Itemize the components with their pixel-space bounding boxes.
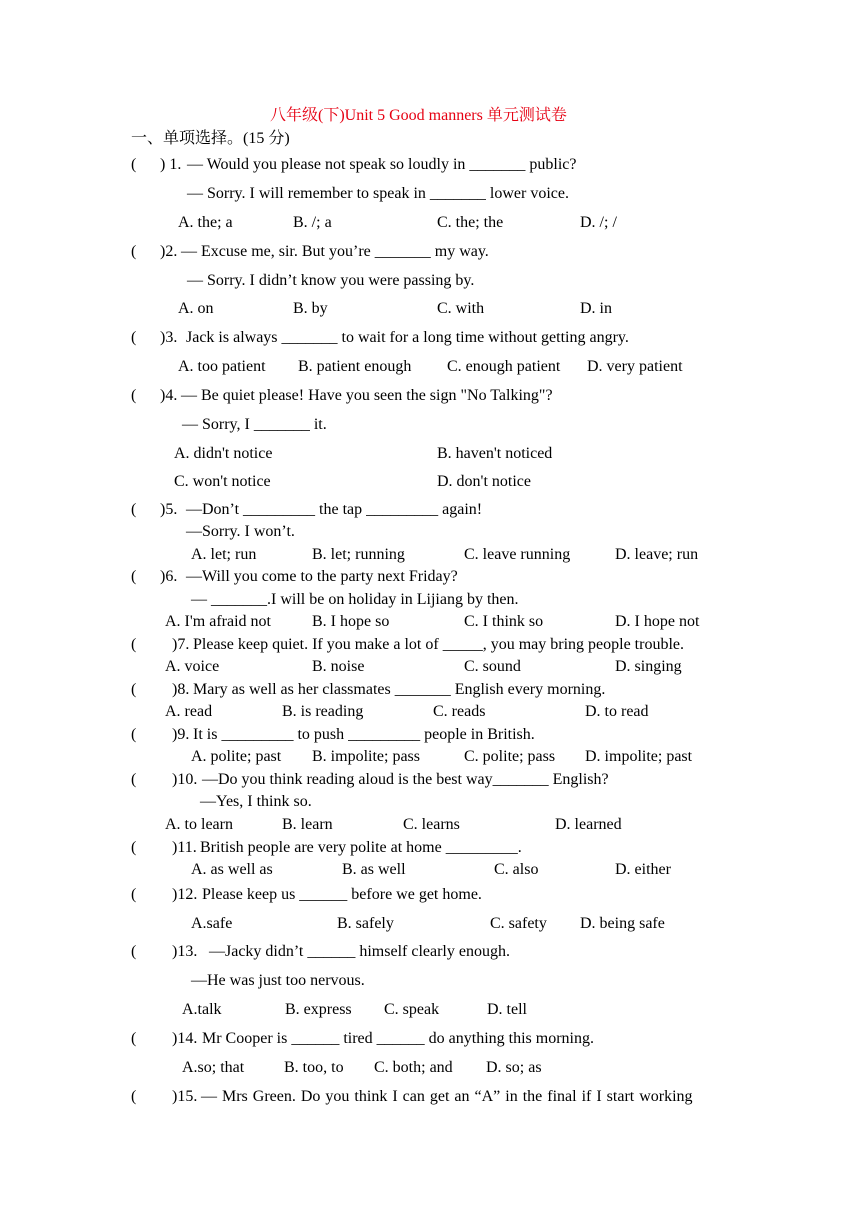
option-a: A. as well as — [191, 861, 273, 878]
option-a: A.talk — [182, 1001, 222, 1018]
option-c: C. speak — [384, 1001, 440, 1018]
option-a: A. the; a — [178, 214, 233, 231]
question-reply: —Sorry. I won’t. — [186, 523, 295, 540]
question-stem: — Be quiet please! Have you seen the sign "No Talking"? — [181, 387, 553, 404]
option-a: A. too patient — [178, 358, 266, 375]
question-stem: — Excuse me, sir. But you’re _______ my way. — [181, 243, 489, 260]
answer-bracket: ( — [131, 636, 137, 653]
option-c: C. leave running — [464, 546, 571, 563]
question-number: )7. — [172, 636, 190, 653]
option-b: B. learn — [282, 816, 333, 833]
question-number: )14. — [172, 1030, 198, 1047]
option-d: D. very patient — [587, 358, 683, 375]
option-a: A. to learn — [165, 816, 233, 833]
option-a: A. polite; past — [191, 748, 282, 765]
question-stem: —Do you think reading aloud is the best way_______ English? — [202, 771, 609, 788]
question-number: ) 1. — [160, 156, 182, 173]
question-stem: —Will you come to the party next Friday? — [186, 568, 458, 585]
option-c: C. won't notice — [174, 473, 271, 490]
answer-bracket: ( — [131, 886, 137, 903]
option-b: B. as well — [342, 861, 406, 878]
option-d: D. tell — [487, 1001, 527, 1018]
option-c: C. enough patient — [447, 358, 561, 375]
option-a: A. on — [178, 300, 214, 317]
answer-bracket: ( — [131, 943, 137, 960]
option-b: B. patient enough — [298, 358, 412, 375]
option-b: B. express — [285, 1001, 352, 1018]
question-stem: — Would you please not speak so loudly in _______ public? — [187, 156, 577, 173]
option-c: C. with — [437, 300, 485, 317]
question-number: )8. — [172, 681, 190, 698]
option-c: C. safety — [490, 915, 547, 932]
option-d: D. singing — [615, 658, 682, 675]
option-c: C. also — [494, 861, 539, 878]
question-number: )4. — [160, 387, 178, 404]
option-b: B. haven't noticed — [437, 445, 553, 462]
answer-bracket: ( — [131, 387, 137, 404]
option-a: A. let; run — [191, 546, 257, 563]
question-number: )2. — [160, 243, 178, 260]
option-a: A. voice — [165, 658, 220, 675]
option-a: A.safe — [191, 915, 233, 932]
question-reply: — Sorry. I will remember to speak in _______ lower voice. — [187, 185, 569, 202]
option-d: D. don't notice — [437, 473, 531, 490]
option-d: D. to read — [585, 703, 649, 720]
option-d: D. so; as — [486, 1059, 542, 1076]
option-c: C. I think so — [464, 613, 544, 630]
option-d: D. impolite; past — [585, 748, 693, 765]
question-stem: — Mrs Green. Do you think I can get an “A” in the final if I start working — [201, 1088, 693, 1105]
option-d: D. being safe — [580, 915, 665, 932]
answer-bracket: ( — [131, 839, 137, 856]
answer-bracket: ( — [131, 568, 137, 585]
option-d: D. either — [615, 861, 671, 878]
question-stem: It is _________ to push _________ people in British. — [193, 726, 535, 743]
question-stem: British people are very polite at home _________. — [200, 839, 522, 856]
page-title: 八年级(下)Unit 5 Good manners 单元测试卷 — [270, 107, 567, 124]
option-b: B. /; a — [293, 214, 332, 231]
question-number: )11. — [172, 839, 197, 856]
option-b: B. noise — [312, 658, 365, 675]
option-b: B. safely — [337, 915, 394, 932]
option-b: B. impolite; pass — [312, 748, 420, 765]
answer-bracket: ( — [131, 1030, 137, 1047]
question-number: )6. — [160, 568, 178, 585]
option-b: B. let; running — [312, 546, 405, 563]
question-stem: Mary as well as her classmates _______ English every morning. — [193, 681, 606, 698]
question-number: )12. — [172, 886, 198, 903]
option-c: C. sound — [464, 658, 521, 675]
option-c: C. polite; pass — [464, 748, 556, 765]
option-d: D. I hope not — [615, 613, 700, 630]
question-stem: Mr Cooper is ______ tired ______ do anything this morning. — [202, 1030, 594, 1047]
answer-bracket: ( — [131, 771, 137, 788]
option-d: D. leave; run — [615, 546, 699, 563]
question-number: )5. — [160, 501, 178, 518]
answer-bracket: ( — [131, 1088, 137, 1105]
question-stem: —Jacky didn’t ______ himself clearly enough. — [209, 943, 510, 960]
question-number: )10. — [172, 771, 198, 788]
question-stem: Jack is always _______ to wait for a long time without getting angry. — [186, 329, 629, 346]
option-c: C. reads — [433, 703, 486, 720]
option-d: D. learned — [555, 816, 622, 833]
question-number: )3. — [160, 329, 178, 346]
answer-bracket: ( — [131, 156, 137, 173]
answer-bracket: ( — [131, 501, 137, 518]
option-a: A.so; that — [182, 1059, 245, 1076]
answer-bracket: ( — [131, 726, 137, 743]
question-stem: Please keep us ______ before we get home. — [202, 886, 482, 903]
option-b: B. is reading — [282, 703, 364, 720]
question-number: )15. — [172, 1088, 198, 1105]
option-c: C. learns — [403, 816, 460, 833]
option-c: C. both; and — [374, 1059, 453, 1076]
option-a: A. read — [165, 703, 213, 720]
section-heading: 一、单项选择。(15 分) — [131, 130, 290, 147]
option-c: C. the; the — [437, 214, 504, 231]
option-b: B. I hope so — [312, 613, 390, 630]
option-a: A. didn't notice — [174, 445, 273, 462]
question-reply: —Yes, I think so. — [200, 793, 312, 810]
question-reply: — Sorry, I _______ it. — [182, 416, 327, 433]
question-stem: Please keep quiet. If you make a lot of _____, you may bring people trouble. — [193, 636, 684, 653]
question-number: )9. — [172, 726, 190, 743]
answer-bracket: ( — [131, 329, 137, 346]
question-reply: — _______.I will be on holiday in Lijiang by then. — [191, 591, 519, 608]
option-d: D. in — [580, 300, 612, 317]
option-a: A. I'm afraid not — [165, 613, 271, 630]
question-stem: —Don’t _________ the tap _________ again! — [186, 501, 483, 518]
option-b: B. too, to — [284, 1059, 344, 1076]
answer-bracket: ( — [131, 681, 137, 698]
answer-bracket: ( — [131, 243, 137, 260]
question-reply: — Sorry. I didn’t know you were passing by. — [187, 272, 475, 289]
question-number: )13. — [172, 943, 198, 960]
option-b: B. by — [293, 300, 328, 317]
question-reply: —He was just too nervous. — [191, 972, 365, 989]
option-d: D. /; / — [580, 214, 617, 231]
